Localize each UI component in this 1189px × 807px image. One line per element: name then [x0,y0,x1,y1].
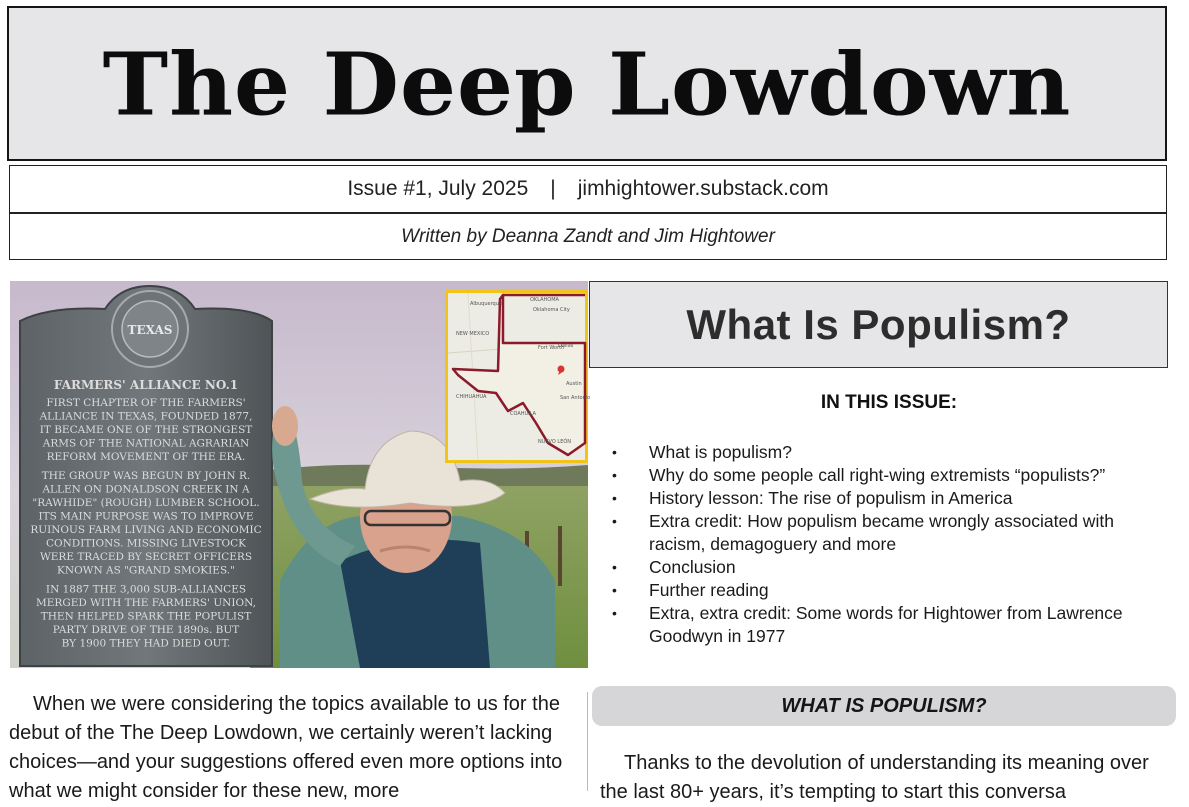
map-label: NUEVO LEÓN [538,439,572,445]
texas-map-inset [445,290,591,463]
marker-inscription-line: WERE TRACED BY SECRET OFFICERS [39,551,253,563]
toc-item[interactable]: • What is populism? [612,441,1172,464]
marker-inscription-line: THEN HELPED SPARK THE POPULIST [40,610,252,623]
toc-item[interactable]: • Why do some people call right-wing extremists “populists?” [612,464,1172,487]
issue-separator: | [550,177,556,200]
marker-inscription-line: RUINOUS FARM LIVING AND ECONOMIC [30,524,262,536]
publication-title: The Deep Lowdown [102,32,1072,135]
marker-inscription-line: ARMS OF THE NATIONAL AGRARIAN [42,437,250,450]
map-label: San Antonio [560,395,591,401]
map-label: Oklahoma City [533,307,570,313]
map-label: Austin [566,381,582,387]
section-paragraph: Thanks to the devolution of understanding its meaning over the last 80+ years, it’s tempting to start this conversa [600,752,1149,803]
marker-inscription-line: ALLEN ON DONALDSON CREEK IN A [42,483,250,496]
column-divider [587,692,588,791]
map-label: OKLAHOMA [530,297,559,303]
masthead [7,6,1167,161]
marker-inscription-line: FARMERS' ALLIANCE NO.1 [53,378,239,392]
marker-inscription-line: IN 1887 THE 3,000 SUB-ALLIANCES [45,583,247,596]
cover-photo [10,281,591,668]
feature-title: What Is Populism? [686,300,1071,348]
toc-item[interactable]: • Extra, extra credit: Some words for Hightower from Lawrence Goodwyn in 1977 [612,602,1172,648]
map-label: COAHUILA [510,411,536,417]
map-label: CHIHUAHUA [456,394,487,400]
map-drawing [448,293,591,460]
issue-bar [9,165,1167,213]
map-label: NEW MEXICO [456,331,490,337]
marker-inscription-line: REFORM MOVEMENT OF THE ERA. [46,451,246,463]
map-label: Fort Worth [538,345,565,351]
byline-bar [9,213,1167,260]
marker-inscription-line: BY 1900 THEY HAD DIED OUT. [61,637,231,650]
map-label: Dallas [558,343,574,349]
substack-url[interactable]: jimhightower.substack.com [577,177,829,200]
marker-inscription-line: ITS MAIN PURPOSE WAS TO IMPROVE [38,510,254,523]
marker-seal-text: TEXAS [127,323,173,337]
byline: Written by Deanna Zandt and Jim Hightower [401,225,775,247]
section-heading: WHAT IS POPULISM? [781,694,987,717]
toc-item[interactable]: • Further reading [612,579,1172,602]
feature-title-box [589,281,1168,368]
intro-paragraph: When we were considering the topics available to us for the debut of the The Deep Lowdown, we certainly weren’t lacking choices—and your suggestions offered even more options into what we might consider for these new, more [9,693,563,802]
marker-inscription-line: "RAWHIDE" (ROUGH) LUMBER SCHOOL. [32,497,260,509]
marker-inscription-line: PARTY DRIVE OF THE 1890s. BUT [52,624,240,636]
issue-number: Issue #1, July 2025 [347,177,529,200]
table-of-contents [612,441,1172,648]
marker-inscription-line: KNOWN AS "GRAND SMOKIES." [57,564,235,577]
marker-inscription-line: ALLIANCE IN TEXAS, FOUNDED 1877, [39,410,253,423]
section-heading-bar [592,686,1176,726]
historical-marker [20,286,272,666]
marker-inscription-line: IT BECAME ONE OF THE STRONGEST [39,424,253,436]
marker-inscription-line: CONDITIONS. MISSING LIVESTOCK [45,537,247,550]
toc-item[interactable]: • History lesson: The rise of populism in America [612,487,1172,510]
marker-inscription-line: THE GROUP WAS BEGUN BY JOHN R. [41,470,251,482]
toc-item[interactable]: • Conclusion [612,556,1172,579]
marker-inscription-line: MERGED WITH THE FARMERS' UNION, [36,597,256,609]
map-label: Albuquerque [470,301,502,307]
toc-item[interactable]: • Extra credit: How populism became wrongly associated with racism, demagoguery and more [612,510,1172,556]
marker-inscription-line: FIRST CHAPTER OF THE FARMERS' [46,397,246,409]
toc-heading: IN THIS ISSUE: [820,392,958,413]
